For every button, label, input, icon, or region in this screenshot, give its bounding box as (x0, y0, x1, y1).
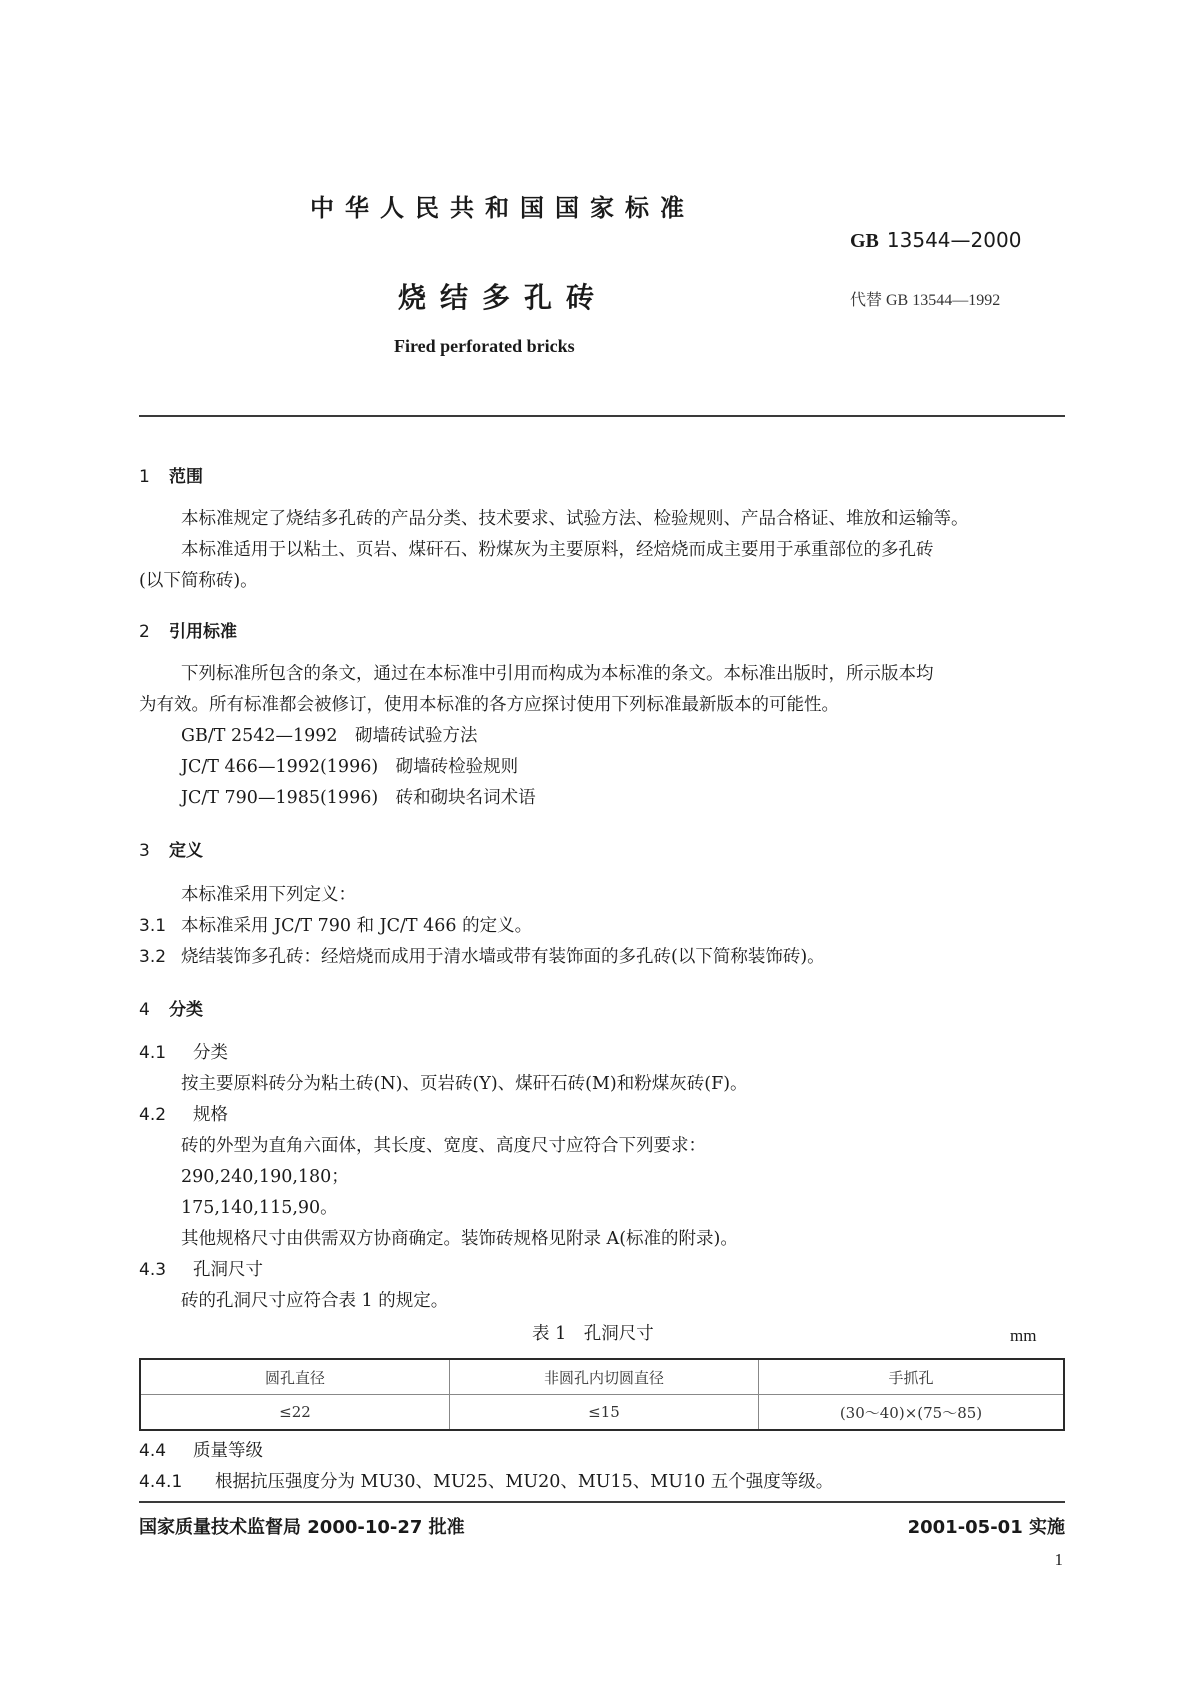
header-divider (139, 415, 1065, 417)
page-number: 1 (1054, 1550, 1063, 1569)
section-heading-2: 2 引用标准 (139, 622, 237, 642)
clause-3-1: 3.1 本标准采用 JC/T 790 和 JC/T 466 的定义。 (139, 916, 533, 936)
section-3-intro: 本标准采用下列定义： (181, 885, 356, 905)
table-header-cell: 手抓孔 (759, 1359, 1065, 1395)
clause-4-2-text: 砖的外型为直角六面体，其长度、宽度、高度尺寸应符合下列要求： (181, 1136, 706, 1156)
clause-4-2-sizes-1: 290,240,190,180； (181, 1167, 349, 1187)
clause-3-2: 3.2 烧结装饰多孔砖：经焙烧而成用于清水墙或带有装饰面的多孔砖(以下简称装饰砖)。 (139, 947, 825, 967)
table-header-cell: 圆孔直径 (140, 1359, 450, 1395)
approval-note: 国家质量技术监督局 2000-10-27 批准 (139, 1517, 465, 1538)
table-cell: (30～40)×(75～85) (759, 1395, 1065, 1431)
clause-4-1-heading: 4.1 分类 (139, 1043, 228, 1063)
section-heading-3: 3 定义 (139, 841, 203, 861)
standard-number (850, 228, 1021, 253)
standard-prefix: GB (850, 230, 879, 252)
table-cell: ≤15 (450, 1395, 759, 1431)
reference-item: GB/T 2542—1992 砌墙砖试验方法 (181, 726, 478, 746)
english-title: Fired perforated bricks (394, 336, 575, 356)
clause-4-1-text: 按主要原料砖分为粘土砖(N)、页岩砖(Y)、煤矸石砖(M)和粉煤灰砖(F)。 (181, 1074, 748, 1094)
hole-size-table (139, 1358, 1065, 1431)
clause-4-3-text: 砖的孔洞尺寸应符合表 1 的规定。 (181, 1291, 449, 1311)
table-cell: ≤22 (140, 1395, 450, 1431)
table-header-cell: 非圆孔内切圆直径 (450, 1359, 759, 1395)
clause-4-4-1: 4.4.1 根据抗压强度分为 MU30、MU25、MU20、MU15、MU10 五个强度等级。 (139, 1472, 834, 1492)
section-heading-1: 1 范围 (139, 467, 203, 487)
section-2-paragraph-cont: 为有效。所有标准都会被修订，使用本标准的各方应探讨使用下列标准最新版本的可能性。 (139, 695, 839, 715)
clause-4-3-heading: 4.3 孔洞尺寸 (139, 1260, 263, 1280)
clause-4-4-heading: 4.4 质量等级 (139, 1441, 263, 1461)
reference-item: JC/T 790—1985(1996) 砖和砌块名词术语 (181, 788, 536, 808)
section-1-paragraph-2: 本标准适用于以粘土、页岩、煤矸石、粉煤灰为主要原料，经焙烧而成主要用于承重部位的多孔砖 (181, 540, 934, 560)
clause-4-2-heading: 4.2 规格 (139, 1105, 228, 1125)
section-1-paragraph-1: 本标准规定了烧结多孔砖的产品分类、技术要求、试验方法、检验规则、产品合格证、堆放和运输等。 (181, 509, 969, 529)
clause-4-2-sizes-2: 175,140,115,90。 (181, 1198, 338, 1218)
section-2-paragraph: 下列标准所包含的条文，通过在本标准中引用而构成为本标准的条文。本标准出版时，所示版本均 (181, 664, 934, 684)
national-standard-title: 中华人民共和国国家标准 (310, 194, 695, 222)
footer-divider (139, 1501, 1065, 1503)
document-title: 烧结多孔砖 (398, 281, 609, 314)
standard-number-value: 13544—2000 (886, 228, 1022, 252)
effective-date: 2001-05-01 实施 (907, 1517, 1065, 1538)
table-unit: mm (1010, 1326, 1037, 1345)
section-1-paragraph-2-cont: (以下简称砖)。 (139, 571, 258, 591)
table-header-row (140, 1359, 1064, 1395)
clause-4-2-other: 其他规格尺寸由供需双方协商确定。装饰砖规格见附录 A(标准的附录)。 (181, 1229, 738, 1249)
table-caption: 表 1 孔洞尺寸 (532, 1324, 654, 1344)
table-row (140, 1395, 1064, 1431)
reference-item: JC/T 466—1992(1996) 砌墙砖检验规则 (181, 757, 519, 777)
section-heading-4: 4 分类 (139, 1000, 203, 1020)
replaces-note: 代替 GB 13544—1992 (850, 292, 1001, 309)
